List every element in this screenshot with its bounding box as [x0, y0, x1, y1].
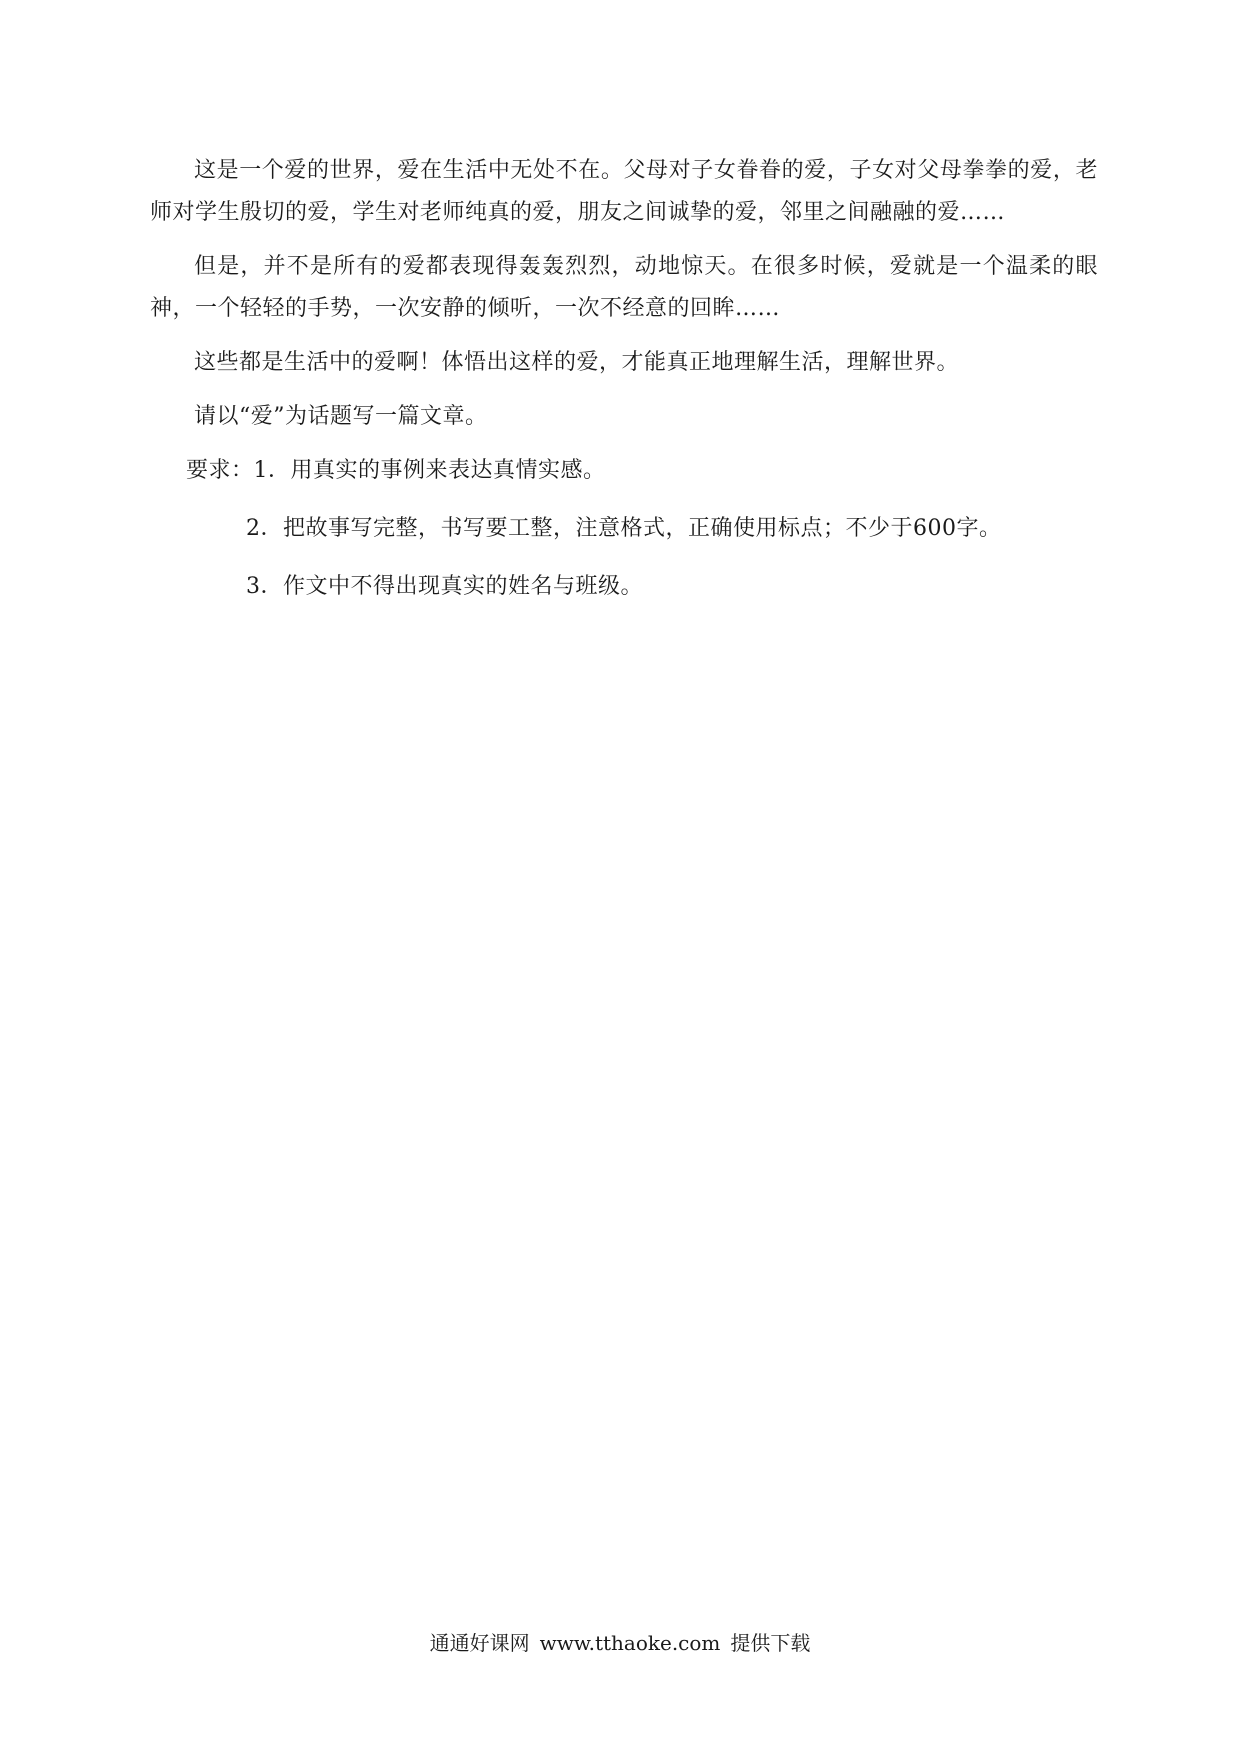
requirement-item-3: 3．作文中不得出现真实的姓名与班级。: [246, 574, 643, 599]
requirement-item-1: 1．用真实的事例来表达真情实感。: [253, 458, 606, 483]
prompt-paragraph-1: 这是一个爱的世界，爱在生活中无处不在。父母对子女眷眷的爱，子女对父母拳拳的爱，老师对学生殷切的爱，学生对老师纯真的爱，朋友之间诚挚的爱，邻里之间融融的爱……: [150, 158, 1098, 225]
requirements-item-1-row: [150, 450, 1098, 492]
prompt-paragraph-2: 但是，并不是所有的爱都表现得轰轰烈烈，动地惊天。在很多时候，爱就是一个温柔的眼神，一个轻轻的手势，一次安静的倾听，一次不经意的回眸……: [150, 254, 1098, 321]
footer-url[interactable]: www.tthaoke.com: [539, 1631, 721, 1655]
essay-prompt: [150, 150, 1098, 624]
requirements-lead: 要求：: [186, 458, 254, 483]
footer-suffix: 提供下载: [730, 1631, 811, 1655]
prompt-instruction: 请以“爱”为话题写一篇文章。: [194, 404, 488, 429]
prompt-paragraph-3: 这些都是生活中的爱啊！体悟出这样的爱，才能真正地理解生活，理解世界。: [194, 350, 960, 375]
page-footer: [0, 1628, 1240, 1658]
footer-site-name: 通通好课网: [429, 1631, 530, 1655]
requirement-item-2: 2．把故事写完整，书写要工整，注意格式，正确使用标点；不少于600字。: [246, 516, 1002, 541]
